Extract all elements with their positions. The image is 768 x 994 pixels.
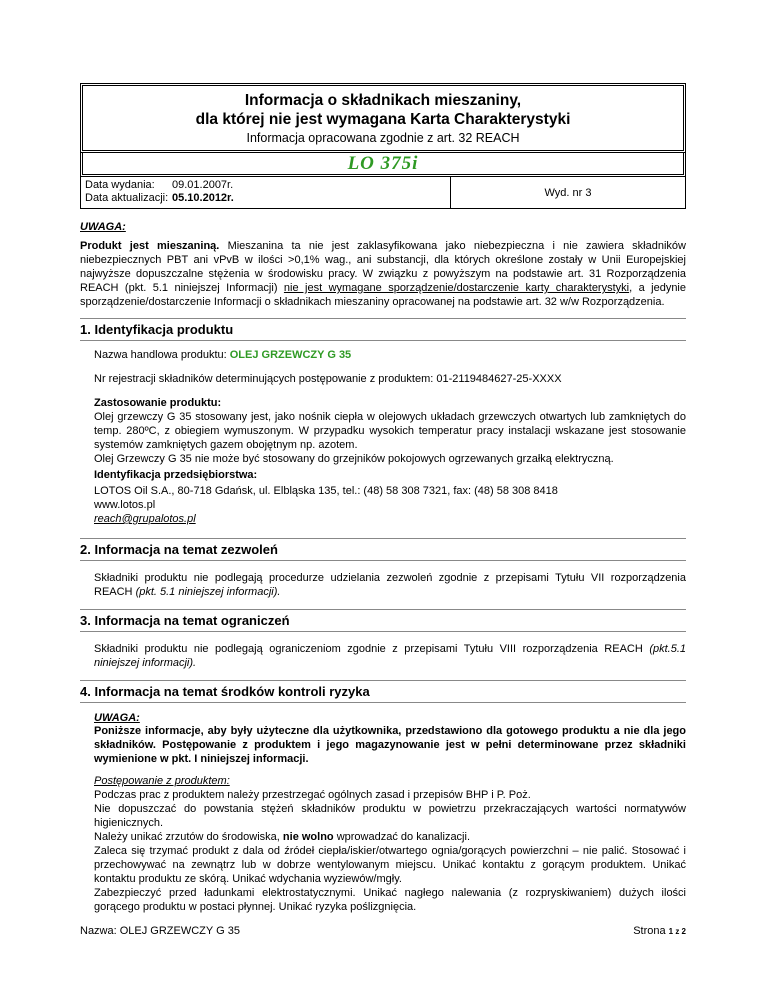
- use-text: Olej grzewczy G 35 stosowany jest, jako nośnik ciepła w olejowych układach grzewczych otwartych lub zamkniętych do temp. 280ºC, z obiegiem wymuszonym. W przypadku wysokich temperatur pracy instalacji wskazane jest stosowanie systemów zamkniętych gazem obojętnym np. azotem.: [94, 411, 686, 451]
- section-4-note: Poniższe informacje, aby były użyteczne dla użytkownika, przedstawiono dla gotowego produktu a nie dla jego składników. Postępowanie z produktem i jego magazynowanie jest w pełni determinowane przez składniki wymienione w pkt. I niniejszej informacji.: [94, 725, 686, 765]
- company-label: Identyfikacja przedsiębiorstwa:: [94, 469, 258, 481]
- company-line: LOTOS Oil S.A., 80-718 Gdańsk, ul. Elbląska 135, tel.: (48) 58 308 7321, fax: (48) 58 308 8418: [94, 485, 558, 497]
- section-1-body: [80, 348, 686, 526]
- date-issued: 09.01.2007r.: [172, 179, 234, 191]
- section-1-heading: 1. Identyfikacja produktu: [80, 318, 686, 341]
- trade-name-label: Nazwa handlowa produktu:: [94, 349, 230, 361]
- dates-left: [81, 177, 451, 208]
- trade-name: OLEJ GRZEWCZY G 35: [229, 349, 352, 361]
- document-header: [80, 83, 686, 153]
- section-2-body: Składniki produktu nie podlegają procedurze udzielania zezwoleń zgodnie z przepisami Tytułu VII rozporządzenia REACH: [94, 572, 686, 598]
- title-line-2: dla której nie jest wymagana Karta Charakterystyki: [195, 111, 571, 128]
- intro-paragraph: [80, 239, 686, 309]
- date-updated-label: Data aktualizacji:: [85, 192, 169, 204]
- section-3-heading: 3. Informacja na temat ograniczeń: [80, 609, 686, 632]
- section-2-heading: 2. Informacja na temat zezwoleń: [80, 538, 686, 561]
- section-3-body: Składniki produktu nie podlegają ograniczeniom zgodnie z przepisami Tytułu VIII rozporządzenia REACH: [94, 643, 650, 655]
- intro-note-label: UWAGA:: [80, 221, 126, 233]
- intro-lead: Produkt jest mieszaniną.: [80, 240, 220, 252]
- section-4-heading: 4. Informacja na temat środków kontroli ryzyka: [80, 680, 686, 703]
- footer-name: Nazwa: OLEJ GRZEWCZY G 35: [80, 925, 240, 937]
- handling-line-3: [94, 830, 686, 844]
- edition: Wyd. nr 3: [544, 186, 592, 199]
- email-link[interactable]: reach@grupalotos.pl: [94, 513, 196, 525]
- handling-line-3a: Należy unikać zrzutów do środowiska,: [94, 831, 283, 843]
- section-2-text: [80, 571, 686, 599]
- footer-page-num: 1 z 2: [668, 927, 686, 936]
- handling-line-3b: nie wolno: [282, 831, 334, 843]
- document-page: [80, 83, 686, 914]
- date-updated: 05.10.2012r.: [172, 192, 234, 204]
- footer-page-prefix: Strona: [633, 925, 669, 937]
- intro-text-2: , a jedynie sporządzenie/dostarczenie Informacji o składnikach mieszaniny opracowanej na podstawie art. 32 w/w Rozporządzenia.: [80, 282, 686, 308]
- intro-underlined: nie jest wymagane sporządzenie/dostarczenie karty charakterystyki: [283, 282, 630, 294]
- section-3-text: [80, 642, 686, 670]
- date-issued-label: Data wydania:: [85, 179, 155, 191]
- website[interactable]: www.lotos.pl: [94, 499, 156, 511]
- reg-line: Nr rejestracji składników determinujących postępowanie z produktem: 01-2119484627-25-XXXX: [94, 373, 562, 385]
- use-label: Zastosowanie produktu:: [94, 397, 222, 409]
- handling-line-2: Nie dopuszczać do powstania stężeń składników produktu w powietrzu przekraczających wartości normatywów higienicznych.: [94, 803, 686, 829]
- section-3-ref: (pkt.5.1 niniejszej informacji).: [94, 643, 686, 669]
- intro-text-1: Mieszanina ta nie jest zaklasyfikowana jako niebezpieczna i nie zawiera składników niebezpiecznych PBT ani vPvB w ilości >0,1% wag., ani substancji, dla których określone zostały w Unii Europejskiej najwyższe dopuszczalne stężenia w środowisku pracy. W związku z powyższym na podstawie art. 31 Rozporządzenia REACH (pkt. 5.1 niniejszej Informacji): [80, 240, 686, 294]
- handling-line-5: Zabezpieczyć przed ładunkami elektrostatycznymi. Unikać nagłego nalewania (z rozpryskiwaniem) dużych ilości gorącego produktu w postaci płynnej. Unikać ryzyka poślizgnięcia.: [94, 887, 686, 913]
- subtitle: Informacja opracowana zgodnie z art. 32 REACH: [246, 131, 520, 145]
- handling-line-4: Zaleca się trzymać produkt z dala od źródeł ciepła/iskier/otwartego ognia/gorących powierzchni – nie palić. Stosować i przechowywać na zewnątrz lub w dobrze wentylowanym miejscu. Unikać kontaktu z gorącym produktem. Unikać kontaktu produktu ze skórą. Unikać wdychania wyziewów/mgły.: [94, 845, 686, 885]
- use-text-2: Olej Grzewczy G 35 nie może być stosowany do grzejników pokojowych ogrzewanych grzałką elektryczną.: [94, 453, 614, 465]
- product-code-box: [80, 153, 686, 177]
- page-footer: [80, 925, 686, 937]
- product-code: LO 375i: [347, 153, 419, 174]
- handling-line-1: Podczas prac z produktem należy przestrzegać ogólnych zasad i przepisów BHP i P. Poż.: [94, 789, 531, 801]
- handling-line-3c: wprowadzać do kanalizacji.: [333, 831, 471, 843]
- handling-label: Postępowanie z produktem:: [94, 775, 230, 787]
- section-4-body: [80, 712, 686, 914]
- section-2-ref: (pkt. 5.1 niniejszej informacji).: [135, 586, 281, 598]
- title-line-1: Informacja o składnikach mieszaniny,: [244, 92, 522, 109]
- footer-page: [633, 925, 686, 937]
- section-4-note-label: UWAGA:: [94, 712, 140, 724]
- dates-box: [80, 177, 686, 209]
